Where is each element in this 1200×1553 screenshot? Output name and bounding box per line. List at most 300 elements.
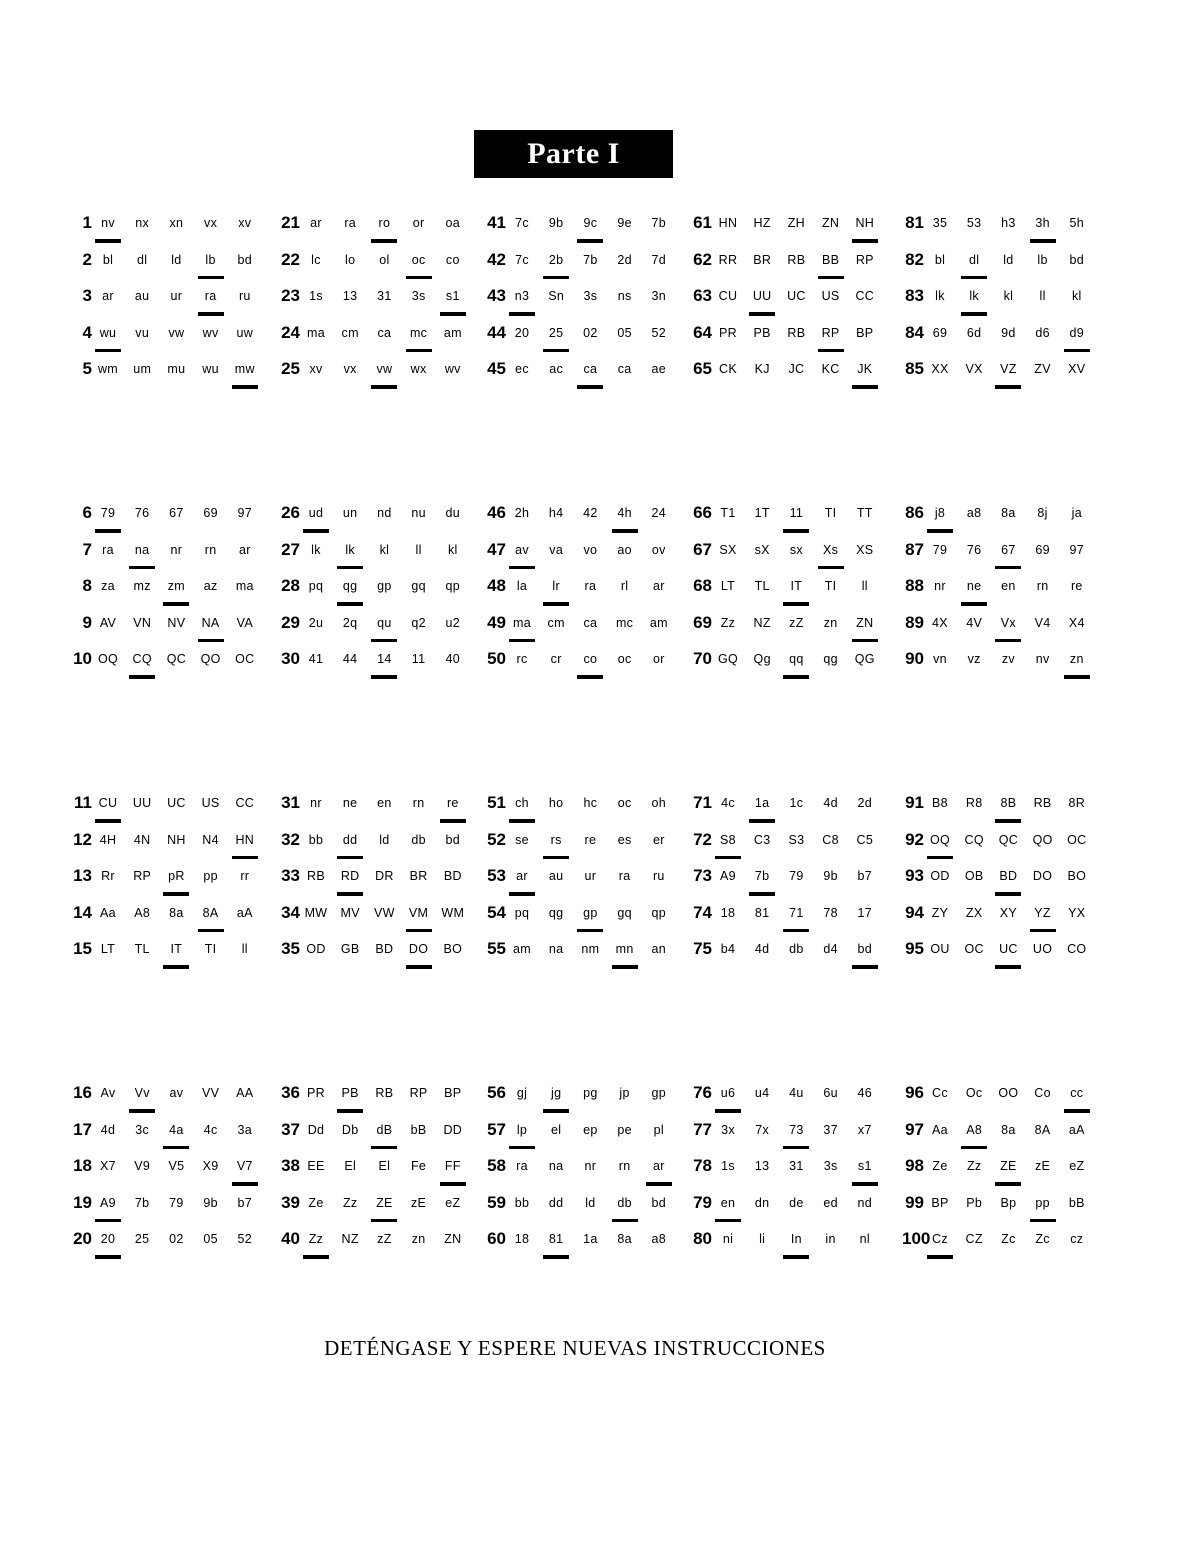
- answer-option[interactable]: XV: [1068, 362, 1086, 376]
- answer-option[interactable]: CU: [718, 289, 738, 303]
- answer-option[interactable]: ld: [379, 832, 390, 847]
- answer-option[interactable]: 69: [203, 506, 218, 520]
- answer-option[interactable]: vz: [967, 652, 981, 666]
- answer-option[interactable]: bB: [1068, 1195, 1085, 1210]
- marked-answer-option[interactable]: NH: [848, 212, 882, 234]
- answer-option[interactable]: 76: [966, 542, 982, 557]
- answer-option[interactable]: nu: [411, 506, 426, 520]
- answer-option[interactable]: 4c: [203, 1122, 218, 1137]
- answer-option[interactable]: 8a: [617, 1232, 632, 1246]
- answer-option[interactable]: bd: [237, 252, 253, 267]
- answer-option[interactable]: 3a: [237, 1122, 253, 1137]
- answer-option[interactable]: CZ: [965, 1232, 983, 1246]
- marked-answer-option[interactable]: qg: [333, 575, 367, 597]
- answer-option[interactable]: 6d: [966, 325, 982, 340]
- answer-option[interactable]: en: [377, 796, 392, 810]
- answer-option[interactable]: OB: [964, 869, 984, 883]
- answer-option[interactable]: 6u: [823, 1086, 838, 1100]
- answer-option[interactable]: TI: [204, 942, 217, 956]
- answer-option[interactable]: WM: [441, 905, 465, 920]
- answer-option[interactable]: NH: [167, 832, 186, 847]
- answer-option[interactable]: ra: [516, 1159, 528, 1173]
- answer-option[interactable]: 2d: [617, 252, 632, 267]
- answer-option[interactable]: nm: [581, 942, 600, 956]
- answer-option[interactable]: vx: [204, 216, 218, 230]
- answer-option[interactable]: uw: [236, 325, 254, 340]
- answer-option[interactable]: RP: [409, 1086, 428, 1100]
- answer-option[interactable]: ZN: [444, 1232, 462, 1246]
- marked-answer-option[interactable]: VZ: [991, 358, 1025, 380]
- answer-option[interactable]: bB: [410, 1122, 427, 1137]
- marked-answer-option[interactable]: qu: [367, 612, 401, 634]
- answer-option[interactable]: 18: [720, 905, 736, 920]
- answer-option[interactable]: 7x: [755, 1122, 770, 1137]
- marked-answer-option[interactable]: RD: [333, 865, 367, 887]
- answer-option[interactable]: Rr: [101, 869, 115, 883]
- answer-option[interactable]: rr: [240, 869, 250, 883]
- answer-option[interactable]: gp: [377, 579, 392, 593]
- marked-answer-option[interactable]: co: [573, 648, 607, 670]
- answer-option[interactable]: dd: [548, 1195, 564, 1210]
- marked-answer-option[interactable]: qq: [779, 648, 813, 670]
- answer-option[interactable]: TL: [134, 942, 150, 956]
- answer-option[interactable]: bb: [514, 1195, 530, 1210]
- marked-answer-option[interactable]: oc: [402, 249, 436, 271]
- answer-option[interactable]: BO: [443, 942, 463, 956]
- marked-answer-option[interactable]: 4h: [608, 502, 642, 524]
- answer-option[interactable]: BR: [753, 252, 772, 267]
- answer-option[interactable]: bl: [102, 252, 114, 267]
- answer-option[interactable]: 3n: [651, 289, 667, 303]
- answer-option[interactable]: C3: [753, 832, 771, 847]
- answer-option[interactable]: XY: [999, 905, 1018, 920]
- answer-option[interactable]: RB: [375, 1086, 394, 1100]
- answer-option[interactable]: BP: [856, 325, 874, 340]
- answer-option[interactable]: sX: [754, 542, 770, 557]
- marked-answer-option[interactable]: CU: [91, 792, 125, 814]
- marked-answer-option[interactable]: HN: [228, 829, 262, 851]
- answer-option[interactable]: 7c: [515, 216, 529, 230]
- answer-option[interactable]: zZ: [377, 1232, 392, 1246]
- answer-option[interactable]: ar: [238, 542, 251, 557]
- answer-option[interactable]: aA: [236, 905, 253, 920]
- answer-option[interactable]: 9d: [1001, 325, 1016, 340]
- answer-option[interactable]: 97: [237, 506, 253, 520]
- answer-option[interactable]: B8: [932, 796, 948, 810]
- answer-option[interactable]: wv: [202, 325, 219, 340]
- marked-answer-option[interactable]: Xs: [814, 539, 848, 561]
- answer-option[interactable]: 8a: [1001, 1122, 1016, 1137]
- answer-option[interactable]: ov: [651, 542, 666, 557]
- marked-answer-option[interactable]: 79: [91, 502, 125, 524]
- marked-answer-option[interactable]: IT: [779, 575, 813, 597]
- answer-option[interactable]: 4H: [99, 832, 117, 847]
- answer-option[interactable]: RR: [718, 252, 738, 267]
- answer-option[interactable]: X9: [202, 1159, 219, 1173]
- answer-option[interactable]: u4: [754, 1086, 770, 1100]
- answer-option[interactable]: qg: [823, 652, 838, 666]
- marked-answer-option[interactable]: YZ: [1026, 902, 1060, 924]
- answer-option[interactable]: bd: [1069, 252, 1085, 267]
- answer-option[interactable]: kl: [379, 542, 390, 557]
- answer-option[interactable]: kl: [1071, 289, 1082, 303]
- marked-answer-option[interactable]: 8B: [991, 792, 1025, 814]
- answer-option[interactable]: nr: [170, 542, 183, 557]
- answer-option[interactable]: rn: [412, 796, 425, 810]
- answer-option[interactable]: ld: [171, 252, 182, 267]
- answer-option[interactable]: VX: [965, 362, 983, 376]
- answer-option[interactable]: AV: [99, 615, 117, 630]
- answer-option[interactable]: Ze: [932, 1159, 948, 1173]
- answer-option[interactable]: zE: [1035, 1159, 1051, 1173]
- marked-answer-option[interactable]: 9c: [573, 212, 607, 234]
- answer-option[interactable]: VA: [236, 615, 253, 630]
- answer-option[interactable]: db: [789, 942, 804, 956]
- marked-answer-option[interactable]: 11: [779, 502, 813, 524]
- answer-option[interactable]: ho: [548, 796, 564, 810]
- answer-option[interactable]: 79: [932, 542, 948, 557]
- answer-option[interactable]: re: [584, 832, 597, 847]
- answer-option[interactable]: el: [551, 1122, 562, 1137]
- answer-option[interactable]: ac: [549, 362, 564, 376]
- answer-option[interactable]: 3s: [583, 289, 598, 303]
- answer-option[interactable]: 79: [169, 1195, 184, 1210]
- answer-option[interactable]: Sn: [548, 289, 565, 303]
- answer-option[interactable]: pq: [308, 579, 324, 593]
- answer-option[interactable]: RP: [133, 869, 152, 883]
- answer-option[interactable]: lk: [935, 289, 945, 303]
- marked-answer-option[interactable]: A8: [957, 1119, 991, 1141]
- marked-answer-option[interactable]: lk: [957, 285, 991, 307]
- answer-option[interactable]: US: [201, 796, 220, 810]
- answer-option[interactable]: OU: [930, 942, 950, 956]
- answer-option[interactable]: ll: [415, 542, 422, 557]
- marked-answer-option[interactable]: cc: [1060, 1082, 1094, 1104]
- answer-option[interactable]: ll: [861, 579, 868, 593]
- answer-option[interactable]: NZ: [341, 1232, 359, 1246]
- answer-option[interactable]: eZ: [445, 1195, 461, 1210]
- answer-option[interactable]: 42: [583, 506, 598, 520]
- answer-option[interactable]: US: [821, 289, 840, 303]
- answer-option[interactable]: en: [1001, 579, 1016, 593]
- answer-option[interactable]: lc: [311, 252, 321, 267]
- answer-option[interactable]: Db: [341, 1122, 359, 1137]
- answer-option[interactable]: or: [412, 216, 425, 230]
- answer-option[interactable]: BR: [409, 869, 428, 883]
- marked-answer-option[interactable]: ra: [194, 285, 228, 307]
- answer-option[interactable]: Zz: [342, 1195, 358, 1210]
- answer-option[interactable]: xv: [238, 216, 252, 230]
- answer-option[interactable]: ao: [617, 542, 632, 557]
- answer-option[interactable]: DO: [1032, 869, 1053, 883]
- answer-option[interactable]: DD: [443, 1122, 463, 1137]
- marked-answer-option[interactable]: lp: [505, 1119, 539, 1141]
- answer-option[interactable]: 8A: [1034, 1122, 1051, 1137]
- marked-answer-option[interactable]: A9: [91, 1192, 125, 1214]
- marked-answer-option[interactable]: 14: [367, 648, 401, 670]
- answer-option[interactable]: mc: [615, 615, 634, 630]
- answer-option[interactable]: am: [649, 615, 668, 630]
- answer-option[interactable]: MV: [340, 905, 360, 920]
- answer-option[interactable]: 41: [308, 652, 324, 666]
- answer-option[interactable]: du: [445, 506, 461, 520]
- answer-option[interactable]: vu: [135, 325, 150, 340]
- answer-option[interactable]: ra: [102, 542, 114, 557]
- answer-option[interactable]: Av: [100, 1086, 116, 1100]
- marked-answer-option[interactable]: db: [608, 1192, 642, 1214]
- answer-option[interactable]: ur: [584, 869, 597, 883]
- marked-answer-option[interactable]: lr: [539, 575, 573, 597]
- answer-option[interactable]: UC: [787, 289, 806, 303]
- marked-answer-option[interactable]: PB: [333, 1082, 367, 1104]
- answer-option[interactable]: h3: [1001, 216, 1016, 230]
- answer-option[interactable]: SX: [719, 542, 737, 557]
- answer-option[interactable]: qp: [651, 905, 667, 920]
- answer-option[interactable]: 4c: [721, 796, 735, 810]
- marked-answer-option[interactable]: s1: [848, 1155, 882, 1177]
- answer-option[interactable]: ll: [241, 942, 248, 956]
- marked-answer-option[interactable]: ca: [573, 358, 607, 380]
- answer-option[interactable]: an: [651, 942, 667, 956]
- answer-option[interactable]: nd: [377, 506, 392, 520]
- answer-option[interactable]: 02: [169, 1232, 184, 1246]
- answer-option[interactable]: or: [652, 652, 665, 666]
- answer-option[interactable]: 18: [514, 1232, 530, 1246]
- answer-option[interactable]: BP: [444, 1086, 462, 1100]
- answer-option[interactable]: BD: [443, 869, 462, 883]
- answer-option[interactable]: 52: [651, 325, 667, 340]
- marked-answer-option[interactable]: VM: [402, 902, 436, 924]
- marked-answer-option[interactable]: re: [436, 792, 470, 814]
- answer-option[interactable]: la: [516, 579, 528, 593]
- answer-option[interactable]: 79: [789, 869, 804, 883]
- answer-option[interactable]: ca: [377, 325, 392, 340]
- answer-option[interactable]: QC: [998, 832, 1019, 847]
- answer-option[interactable]: A8: [134, 905, 151, 920]
- answer-option[interactable]: x7: [857, 1122, 872, 1137]
- answer-option[interactable]: d6: [1035, 325, 1050, 340]
- answer-option[interactable]: QO: [200, 652, 221, 666]
- answer-option[interactable]: 40: [445, 652, 461, 666]
- answer-option[interactable]: 3x: [721, 1122, 735, 1137]
- answer-option[interactable]: bd: [651, 1195, 667, 1210]
- marked-answer-option[interactable]: ar: [642, 1155, 676, 1177]
- answer-option[interactable]: 4d: [754, 942, 770, 956]
- answer-option[interactable]: bb: [308, 832, 324, 847]
- marked-answer-option[interactable]: rs: [539, 829, 573, 851]
- answer-option[interactable]: 05: [203, 1232, 218, 1246]
- answer-option[interactable]: lk: [311, 542, 321, 557]
- answer-option[interactable]: eZ: [1069, 1159, 1085, 1173]
- answer-option[interactable]: hc: [583, 796, 598, 810]
- answer-option[interactable]: un: [342, 506, 358, 520]
- marked-answer-option[interactable]: 73: [779, 1119, 813, 1141]
- answer-option[interactable]: RP: [855, 252, 874, 267]
- marked-answer-option[interactable]: UU: [745, 285, 779, 307]
- answer-option[interactable]: 78: [823, 905, 838, 920]
- marked-answer-option[interactable]: j8: [923, 502, 957, 524]
- marked-answer-option[interactable]: zn: [1060, 648, 1094, 670]
- marked-answer-option[interactable]: na: [125, 539, 159, 561]
- answer-option[interactable]: rc: [516, 652, 528, 666]
- answer-option[interactable]: 31: [377, 289, 392, 303]
- marked-answer-option[interactable]: 3h: [1026, 212, 1060, 234]
- answer-option[interactable]: zn: [823, 615, 838, 630]
- answer-option[interactable]: 2q: [342, 615, 358, 630]
- answer-option[interactable]: nr: [584, 1159, 597, 1173]
- answer-option[interactable]: kl: [447, 542, 458, 557]
- marked-answer-option[interactable]: Cz: [923, 1228, 957, 1250]
- answer-option[interactable]: vn: [933, 652, 947, 666]
- marked-answer-option[interactable]: dd: [333, 829, 367, 851]
- answer-option[interactable]: oa: [445, 216, 461, 230]
- marked-answer-option[interactable]: 2b: [539, 249, 573, 271]
- answer-option[interactable]: qp: [445, 579, 461, 593]
- answer-option[interactable]: cz: [1070, 1232, 1084, 1246]
- answer-option[interactable]: 1T: [754, 506, 770, 520]
- answer-option[interactable]: bd: [445, 832, 461, 847]
- marked-answer-option[interactable]: lb: [194, 249, 228, 271]
- answer-option[interactable]: de: [789, 1195, 804, 1210]
- answer-option[interactable]: h4: [548, 506, 564, 520]
- answer-option[interactable]: 13: [342, 289, 358, 303]
- answer-option[interactable]: 8R: [1068, 796, 1086, 810]
- answer-option[interactable]: cm: [341, 325, 359, 340]
- answer-option[interactable]: 7b: [583, 252, 598, 267]
- answer-option[interactable]: HZ: [753, 216, 771, 230]
- answer-option[interactable]: RB: [307, 869, 325, 883]
- marked-answer-option[interactable]: nv: [91, 212, 125, 234]
- answer-option[interactable]: Pb: [966, 1195, 983, 1210]
- answer-option[interactable]: lb: [1037, 252, 1048, 267]
- answer-option[interactable]: 17: [857, 905, 873, 920]
- marked-answer-option[interactable]: gp: [573, 902, 607, 924]
- answer-option[interactable]: Dd: [307, 1122, 325, 1137]
- answer-option[interactable]: Zc: [1035, 1232, 1050, 1246]
- answer-option[interactable]: 9b: [823, 869, 838, 883]
- answer-option[interactable]: au: [134, 289, 150, 303]
- answer-option[interactable]: wu: [202, 362, 219, 376]
- answer-option[interactable]: gj: [516, 1086, 528, 1100]
- answer-option[interactable]: 52: [237, 1232, 253, 1246]
- answer-option[interactable]: 5h: [1069, 216, 1085, 230]
- marked-answer-option[interactable]: mc: [402, 322, 436, 344]
- marked-answer-option[interactable]: BD: [991, 865, 1025, 887]
- answer-option[interactable]: 02: [583, 325, 598, 340]
- answer-option[interactable]: 81: [754, 905, 770, 920]
- marked-answer-option[interactable]: V7: [228, 1155, 262, 1177]
- answer-option[interactable]: ra: [618, 869, 631, 883]
- answer-option[interactable]: na: [548, 942, 564, 956]
- marked-answer-option[interactable]: 7b: [745, 865, 779, 887]
- answer-option[interactable]: 4d: [100, 1122, 116, 1137]
- answer-option[interactable]: ru: [238, 289, 251, 303]
- answer-option[interactable]: PR: [719, 325, 737, 340]
- marked-answer-option[interactable]: lk: [333, 539, 367, 561]
- marked-answer-option[interactable]: ar: [505, 865, 539, 887]
- answer-option[interactable]: DR: [375, 869, 394, 883]
- answer-option[interactable]: rn: [1036, 579, 1049, 593]
- answer-option[interactable]: 2h: [514, 506, 530, 520]
- marked-answer-option[interactable]: Vv: [125, 1082, 159, 1104]
- answer-option[interactable]: MW: [304, 905, 328, 920]
- marked-answer-option[interactable]: ne: [957, 575, 991, 597]
- answer-option[interactable]: b7: [857, 869, 873, 883]
- answer-option[interactable]: cm: [547, 615, 565, 630]
- marked-answer-option[interactable]: u6: [711, 1082, 745, 1104]
- answer-option[interactable]: BD: [375, 942, 394, 956]
- answer-option[interactable]: 3c: [135, 1122, 150, 1137]
- answer-option[interactable]: A9: [720, 869, 736, 883]
- marked-answer-option[interactable]: BB: [814, 249, 848, 271]
- answer-option[interactable]: TI: [824, 506, 837, 520]
- answer-option[interactable]: oc: [617, 796, 632, 810]
- answer-option[interactable]: se: [515, 832, 529, 847]
- answer-option[interactable]: 69: [932, 325, 948, 340]
- marked-answer-option[interactable]: pR: [159, 865, 193, 887]
- marked-answer-option[interactable]: dl: [957, 249, 991, 271]
- answer-option[interactable]: ld: [1003, 252, 1014, 267]
- answer-option[interactable]: zE: [411, 1195, 427, 1210]
- answer-option[interactable]: JC: [788, 362, 805, 376]
- answer-option[interactable]: RB: [787, 252, 806, 267]
- answer-option[interactable]: RB: [1033, 796, 1052, 810]
- answer-option[interactable]: XS: [856, 542, 874, 557]
- marked-answer-option[interactable]: vw: [367, 358, 401, 380]
- answer-option[interactable]: ed: [823, 1195, 838, 1210]
- answer-option[interactable]: wm: [97, 362, 119, 376]
- answer-option[interactable]: R8: [965, 796, 983, 810]
- answer-option[interactable]: 20: [514, 325, 530, 340]
- answer-option[interactable]: Qg: [753, 652, 771, 666]
- marked-answer-option[interactable]: 81: [539, 1228, 573, 1250]
- answer-option[interactable]: vx: [343, 362, 357, 376]
- marked-answer-option[interactable]: dB: [367, 1119, 401, 1141]
- answer-option[interactable]: TI: [824, 579, 837, 593]
- answer-option[interactable]: LT: [720, 579, 736, 593]
- answer-option[interactable]: ur: [170, 289, 183, 303]
- answer-option[interactable]: VN: [133, 615, 152, 630]
- answer-option[interactable]: QC: [166, 652, 187, 666]
- answer-option[interactable]: 67: [169, 506, 184, 520]
- answer-option[interactable]: EE: [307, 1159, 325, 1173]
- marked-answer-option[interactable]: UC: [991, 938, 1025, 960]
- marked-answer-option[interactable]: ZE: [991, 1155, 1025, 1177]
- marked-answer-option[interactable]: ro: [367, 212, 401, 234]
- answer-option[interactable]: bl: [934, 252, 946, 267]
- answer-option[interactable]: Zz: [966, 1159, 982, 1173]
- answer-option[interactable]: 4X: [932, 615, 948, 630]
- marked-answer-option[interactable]: 71: [779, 902, 813, 924]
- answer-option[interactable]: El: [344, 1159, 357, 1173]
- answer-option[interactable]: Fe: [411, 1159, 427, 1173]
- answer-option[interactable]: ma: [307, 325, 325, 340]
- answer-option[interactable]: am: [443, 325, 462, 340]
- marked-answer-option[interactable]: 25: [539, 322, 573, 344]
- marked-answer-option[interactable]: d9: [1060, 322, 1094, 344]
- answer-option[interactable]: ru: [652, 869, 665, 883]
- answer-option[interactable]: QO: [1032, 832, 1053, 847]
- answer-option[interactable]: ja: [1071, 506, 1082, 520]
- answer-option[interactable]: 46: [857, 1086, 873, 1100]
- answer-option[interactable]: UO: [1032, 942, 1053, 956]
- answer-option[interactable]: co: [445, 252, 460, 267]
- answer-option[interactable]: xv: [309, 362, 323, 376]
- answer-option[interactable]: HN: [718, 216, 738, 230]
- answer-option[interactable]: S3: [788, 832, 805, 847]
- answer-option[interactable]: 4u: [789, 1086, 804, 1100]
- answer-option[interactable]: ar: [102, 289, 114, 303]
